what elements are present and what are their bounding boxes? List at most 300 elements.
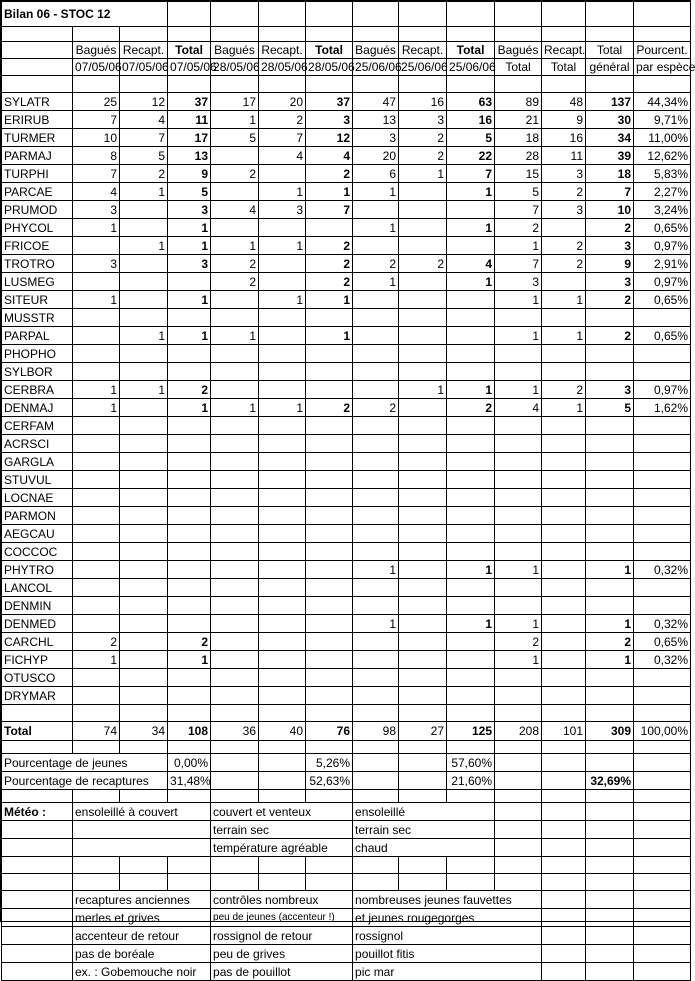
empty-cell [259, 874, 306, 891]
empty-cell [2, 963, 73, 981]
data-cell [586, 471, 634, 489]
recaptures-value: 21,60% [447, 772, 495, 790]
empty-cell [586, 2, 634, 27]
data-cell [211, 651, 259, 669]
data-cell: 0,97% [634, 381, 691, 399]
spacer-row [2, 790, 691, 803]
meteo-text: température agréable [211, 839, 353, 857]
empty-cell [542, 857, 586, 874]
table-row [2, 273, 691, 291]
data-cell [306, 363, 353, 381]
data-cell [353, 543, 399, 561]
data-cell [586, 669, 634, 687]
empty-cell [211, 754, 259, 772]
empty-cell [353, 772, 399, 790]
data-cell [399, 615, 447, 633]
data-cell [353, 471, 399, 489]
species-code: LANCOL [2, 579, 73, 597]
data-cell [353, 201, 399, 219]
data-cell: 3 [586, 381, 634, 399]
notes-text: peu de grives [211, 945, 353, 963]
data-cell [634, 435, 691, 453]
notes-text: rossignol [353, 927, 542, 945]
data-cell [306, 309, 353, 327]
empty-cell [586, 821, 634, 839]
empty-cell [586, 963, 634, 981]
recaptures-value: 31,48% [168, 772, 211, 790]
empty-cell [634, 705, 691, 722]
empty-cell [586, 839, 634, 857]
data-cell: 3 [73, 201, 120, 219]
total-cell: 98 [353, 722, 399, 741]
data-cell: 1 [495, 651, 542, 669]
column-header-label: Bagués [73, 42, 120, 59]
column-header-date: 07/05/06 [73, 59, 120, 76]
empty-cell [495, 754, 542, 772]
data-cell: 1 [542, 291, 586, 309]
data-cell [542, 489, 586, 507]
column-header-date: 28/05/06 [211, 59, 259, 76]
data-cell: 1 [73, 381, 120, 399]
data-cell [495, 345, 542, 363]
data-cell [353, 507, 399, 525]
notes-text: accenteur de retour [73, 927, 211, 945]
column-header-label: Total [168, 42, 211, 59]
data-cell: 2 [168, 381, 211, 399]
column-header-date: 28/05/06 [259, 59, 306, 76]
empty-cell [447, 27, 495, 42]
table-row [2, 525, 691, 543]
data-cell [542, 615, 586, 633]
empty-cell [586, 857, 634, 874]
species-code: MUSSTR [2, 309, 73, 327]
data-cell: 89 [495, 93, 542, 111]
empty-cell [211, 705, 259, 722]
column-header-date: par espèce [634, 59, 691, 76]
data-cell: 1 [120, 237, 168, 255]
recaptures-total: 32,69% [586, 772, 634, 790]
empty-cell [168, 27, 211, 42]
data-cell [399, 471, 447, 489]
meteo-row [2, 839, 691, 857]
data-cell: 1 [586, 615, 634, 633]
data-cell [495, 579, 542, 597]
jeunes-row [2, 754, 691, 772]
data-cell: 1 [306, 183, 353, 201]
empty-cell [2, 874, 73, 891]
meteo-text: couvert et venteux [211, 803, 353, 821]
meteo-text: ensoleillé [353, 803, 495, 821]
empty-cell [586, 945, 634, 963]
data-cell [447, 201, 495, 219]
total-cell: 40 [259, 722, 306, 741]
title-row [2, 2, 691, 27]
data-cell: 4 [259, 147, 306, 165]
data-cell [634, 453, 691, 471]
empty-cell [495, 821, 542, 839]
data-cell: 2 [306, 237, 353, 255]
species-code: DRYMAR [2, 687, 73, 705]
data-cell: 1 [120, 381, 168, 399]
table-row [2, 651, 691, 669]
species-code: PRUMOD [2, 201, 73, 219]
data-cell [73, 579, 120, 597]
empty-cell [495, 2, 542, 27]
empty-cell [634, 2, 691, 27]
data-cell [586, 597, 634, 615]
empty-cell [259, 857, 306, 874]
data-cell: 1 [73, 651, 120, 669]
empty-cell [447, 857, 495, 874]
data-cell [399, 183, 447, 201]
meteo-row [2, 803, 691, 821]
data-cell: 2 [211, 255, 259, 273]
data-cell: 7 [495, 255, 542, 273]
data-cell [447, 345, 495, 363]
data-cell [306, 525, 353, 543]
data-cell [259, 597, 306, 615]
data-cell [120, 543, 168, 561]
data-cell: 12,62% [634, 147, 691, 165]
data-cell [542, 561, 586, 579]
data-cell: 7 [306, 201, 353, 219]
data-cell: 0,97% [634, 273, 691, 291]
data-cell [259, 507, 306, 525]
species-code: AEGCAU [2, 525, 73, 543]
data-cell: 2 [399, 147, 447, 165]
empty-cell [2, 42, 73, 59]
data-cell: 10 [586, 201, 634, 219]
data-cell [73, 489, 120, 507]
total-cell: 125 [447, 722, 495, 741]
empty-cell [2, 839, 73, 857]
data-cell: 9 [586, 255, 634, 273]
data-cell: 1 [353, 183, 399, 201]
data-cell: 21 [495, 111, 542, 129]
column-header-date: 07/05/06 [168, 59, 211, 76]
data-cell: 1 [495, 327, 542, 345]
data-cell [399, 309, 447, 327]
data-cell [495, 687, 542, 705]
data-cell [447, 633, 495, 651]
data-cell [168, 597, 211, 615]
data-cell: 2 [211, 165, 259, 183]
empty-cell [73, 705, 120, 722]
data-cell [120, 471, 168, 489]
total-cell: 34 [120, 722, 168, 741]
recaptures-row [2, 772, 691, 790]
data-cell [353, 363, 399, 381]
data-cell: 7 [259, 129, 306, 147]
column-header-label: Pourcent. [634, 42, 691, 59]
empty-cell [259, 772, 306, 790]
data-cell [73, 669, 120, 687]
data-cell: 1 [306, 291, 353, 309]
data-cell: 1 [447, 381, 495, 399]
data-cell: 13 [168, 147, 211, 165]
empty-cell [306, 76, 353, 93]
data-cell [399, 669, 447, 687]
data-cell: 2 [259, 111, 306, 129]
data-cell: 3 [306, 111, 353, 129]
data-cell [306, 597, 353, 615]
data-cell: 3 [168, 201, 211, 219]
notes-row [2, 945, 691, 963]
data-cell: 1 [495, 615, 542, 633]
data-cell: 12 [306, 129, 353, 147]
species-code: PARMON [2, 507, 73, 525]
data-cell [73, 597, 120, 615]
data-cell: 4 [211, 201, 259, 219]
data-cell [447, 597, 495, 615]
data-cell [120, 687, 168, 705]
data-cell [586, 417, 634, 435]
data-cell: 1 [120, 327, 168, 345]
data-cell [447, 435, 495, 453]
page-title: Bilan 06 - STOC 12 [2, 2, 168, 27]
table-row [2, 237, 691, 255]
empty-cell [353, 857, 399, 874]
notes-text: et jeunes rougegorges [353, 909, 542, 927]
data-cell: 2 [542, 183, 586, 201]
data-cell: 2 [495, 633, 542, 651]
table-row [2, 219, 691, 237]
data-cell [73, 327, 120, 345]
column-header-date: 25/06/06 [447, 59, 495, 76]
data-cell [399, 201, 447, 219]
data-cell [542, 597, 586, 615]
data-cell: 2 [306, 399, 353, 417]
data-cell [73, 363, 120, 381]
notes-text: rossignol de retour [211, 927, 353, 945]
empty-cell [211, 2, 259, 27]
total-row [2, 722, 691, 741]
data-cell [120, 597, 168, 615]
data-cell [542, 579, 586, 597]
data-cell [399, 435, 447, 453]
data-cell [353, 669, 399, 687]
empty-cell [634, 891, 691, 909]
empty-cell [399, 76, 447, 93]
data-cell: 1 [73, 291, 120, 309]
data-cell [634, 417, 691, 435]
empty-cell [495, 874, 542, 891]
data-cell: 1 [353, 561, 399, 579]
data-cell: 4 [73, 183, 120, 201]
data-cell: 3 [168, 255, 211, 273]
data-cell [73, 435, 120, 453]
data-cell [495, 543, 542, 561]
data-cell [211, 615, 259, 633]
empty-cell [399, 790, 447, 803]
data-cell: 0,97% [634, 237, 691, 255]
empty-cell [73, 874, 120, 891]
notes-text: nombreuses jeunes fauvettes [353, 891, 542, 909]
data-cell: 63 [447, 93, 495, 111]
data-cell [447, 669, 495, 687]
empty-cell [586, 754, 634, 772]
data-cell: 3 [586, 273, 634, 291]
data-cell: 1 [353, 219, 399, 237]
data-cell: 1 [586, 561, 634, 579]
data-cell: 1 [259, 183, 306, 201]
data-cell [542, 669, 586, 687]
empty-cell [120, 857, 168, 874]
empty-cell [542, 754, 586, 772]
meteo-row [2, 821, 691, 839]
data-cell [399, 543, 447, 561]
data-cell [168, 435, 211, 453]
data-cell [353, 417, 399, 435]
data-cell [586, 687, 634, 705]
notes-row [2, 891, 691, 909]
data-cell [259, 453, 306, 471]
empty-cell [2, 27, 73, 42]
meteo-text [73, 821, 211, 839]
data-cell: 3 [495, 273, 542, 291]
empty-cell [495, 772, 542, 790]
table-row [2, 183, 691, 201]
data-cell: 47 [353, 93, 399, 111]
data-cell [542, 633, 586, 651]
data-cell: 2 [306, 273, 353, 291]
data-cell [259, 381, 306, 399]
column-header-date: 28/05/06 [306, 59, 353, 76]
data-cell: 137 [586, 93, 634, 111]
data-cell [495, 453, 542, 471]
empty-cell [542, 874, 586, 891]
empty-cell [353, 741, 399, 754]
data-cell [120, 219, 168, 237]
column-header-label: Recapt. [542, 42, 586, 59]
notes-text: merles et grives [73, 909, 211, 927]
empty-cell [447, 874, 495, 891]
data-cell [447, 417, 495, 435]
data-cell: 1 [73, 399, 120, 417]
data-cell: 11 [542, 147, 586, 165]
empty-cell [586, 790, 634, 803]
data-cell [259, 255, 306, 273]
data-cell [495, 309, 542, 327]
data-cell: 0,65% [634, 291, 691, 309]
data-cell: 5 [495, 183, 542, 201]
empty-cell [120, 27, 168, 42]
empty-cell [120, 705, 168, 722]
data-cell [447, 471, 495, 489]
data-cell: 1 [542, 399, 586, 417]
data-cell: 18 [586, 165, 634, 183]
data-cell [120, 489, 168, 507]
data-cell: 1 [168, 651, 211, 669]
data-cell [399, 417, 447, 435]
data-cell: 7 [73, 165, 120, 183]
data-cell [168, 309, 211, 327]
empty-cell [259, 705, 306, 722]
data-cell [120, 651, 168, 669]
column-header-date: 25/06/06 [399, 59, 447, 76]
empty-cell [353, 754, 399, 772]
table-row [2, 345, 691, 363]
meteo-text [73, 839, 211, 857]
empty-cell [495, 741, 542, 754]
data-cell [259, 489, 306, 507]
empty-cell [634, 839, 691, 857]
data-cell [399, 291, 447, 309]
data-cell: 0,65% [634, 633, 691, 651]
empty-cell [586, 803, 634, 821]
data-cell: 7 [120, 129, 168, 147]
data-cell [586, 309, 634, 327]
data-cell [259, 651, 306, 669]
data-cell [542, 435, 586, 453]
data-cell: 7 [73, 111, 120, 129]
empty-cell [168, 857, 211, 874]
data-cell [447, 507, 495, 525]
empty-cell [2, 927, 73, 945]
notes-text: recaptures anciennes [73, 891, 211, 909]
data-cell: 1 [495, 291, 542, 309]
data-cell: 11,00% [634, 129, 691, 147]
empty-cell [211, 741, 259, 754]
data-cell [542, 687, 586, 705]
data-cell [73, 345, 120, 363]
empty-cell [542, 772, 586, 790]
data-cell [495, 507, 542, 525]
data-cell [120, 255, 168, 273]
species-code: PHYTRO [2, 561, 73, 579]
table-row [2, 507, 691, 525]
data-cell [353, 579, 399, 597]
column-header-label: Recapt. [120, 42, 168, 59]
meteo-text: chaud [353, 839, 495, 857]
species-code: ERIRUB [2, 111, 73, 129]
data-cell [306, 435, 353, 453]
data-cell [168, 489, 211, 507]
data-cell [73, 273, 120, 291]
empty-cell [259, 790, 306, 803]
data-cell [120, 561, 168, 579]
data-cell [306, 453, 353, 471]
data-cell [259, 345, 306, 363]
data-cell [634, 471, 691, 489]
data-cell [306, 345, 353, 363]
empty-cell [542, 891, 586, 909]
data-cell: 28 [495, 147, 542, 165]
data-cell: 3 [542, 201, 586, 219]
data-cell [306, 543, 353, 561]
data-cell [353, 237, 399, 255]
data-cell [120, 525, 168, 543]
data-cell: 5 [120, 147, 168, 165]
data-cell [495, 435, 542, 453]
table-row [2, 399, 691, 417]
empty-cell [168, 790, 211, 803]
empty-cell [447, 741, 495, 754]
data-cell: 22 [447, 147, 495, 165]
data-cell [120, 435, 168, 453]
data-cell [634, 345, 691, 363]
data-cell [495, 525, 542, 543]
empty-cell [353, 76, 399, 93]
empty-cell [399, 754, 447, 772]
empty-cell [306, 2, 353, 27]
data-cell [120, 309, 168, 327]
empty-cell [306, 741, 353, 754]
empty-cell [399, 857, 447, 874]
data-cell: 15 [495, 165, 542, 183]
data-cell [168, 363, 211, 381]
data-cell: 3,24% [634, 201, 691, 219]
